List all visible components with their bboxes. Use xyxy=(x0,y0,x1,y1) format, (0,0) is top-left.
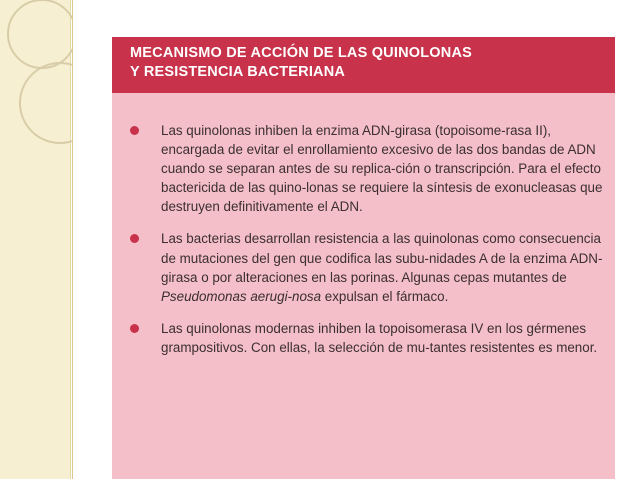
bullet-text-part: expulsan el fármaco. xyxy=(321,288,449,304)
info-card xyxy=(112,37,615,479)
bullet-item xyxy=(124,319,606,357)
bullet-dot-icon xyxy=(130,126,139,135)
bullet-text: Las quinolonas modernas inhiben la topoisomerasa IV en los gérmenes grampositivos. Con ellas, la selección de mu-tantes resistentes es menor. xyxy=(161,320,598,355)
bullet-dot-icon xyxy=(130,234,139,243)
bullet-text-italic: Pseudomonas aerugi-nosa xyxy=(161,288,322,304)
decorative-circles-icon xyxy=(0,0,72,479)
bullet-item xyxy=(124,121,606,216)
card-title-line-2: Y RESISTENCIA BACTERIANA xyxy=(130,64,346,80)
bullet-text-part: Las bacterias desarrollan resistencia a las quinolonas como consecuencia de mutaciones del gen que codifica las subu-nidades A de la enzima ADN-girasa o por alteraciones en las porinas. Algunas cepas mutantes de xyxy=(161,231,603,285)
bullet-text: Las quinolonas inhiben la enzima ADN-girasa (topoisome-rasa II), encargada de evitar el enrollamiento excesivo de las dos bandas de ADN cuando se separan antes de su replica-ción o transcripción. Para el efecto bactericida de las quino-lonas se requiere la síntesis de exonucleasas que destruyen definitivamente el ADN. xyxy=(161,123,603,215)
bullet-text xyxy=(161,229,606,305)
bullet-list xyxy=(124,121,606,357)
bullet-item xyxy=(124,229,606,305)
decorative-side-strip xyxy=(0,0,71,479)
bullet-dot-icon xyxy=(130,324,139,333)
card-title-line-1: MECANISMO DE ACCIÓN DE LAS QUINOLONAS xyxy=(130,45,472,61)
card-header xyxy=(112,37,615,93)
side-divider-line xyxy=(72,0,73,479)
card-title xyxy=(130,44,600,82)
